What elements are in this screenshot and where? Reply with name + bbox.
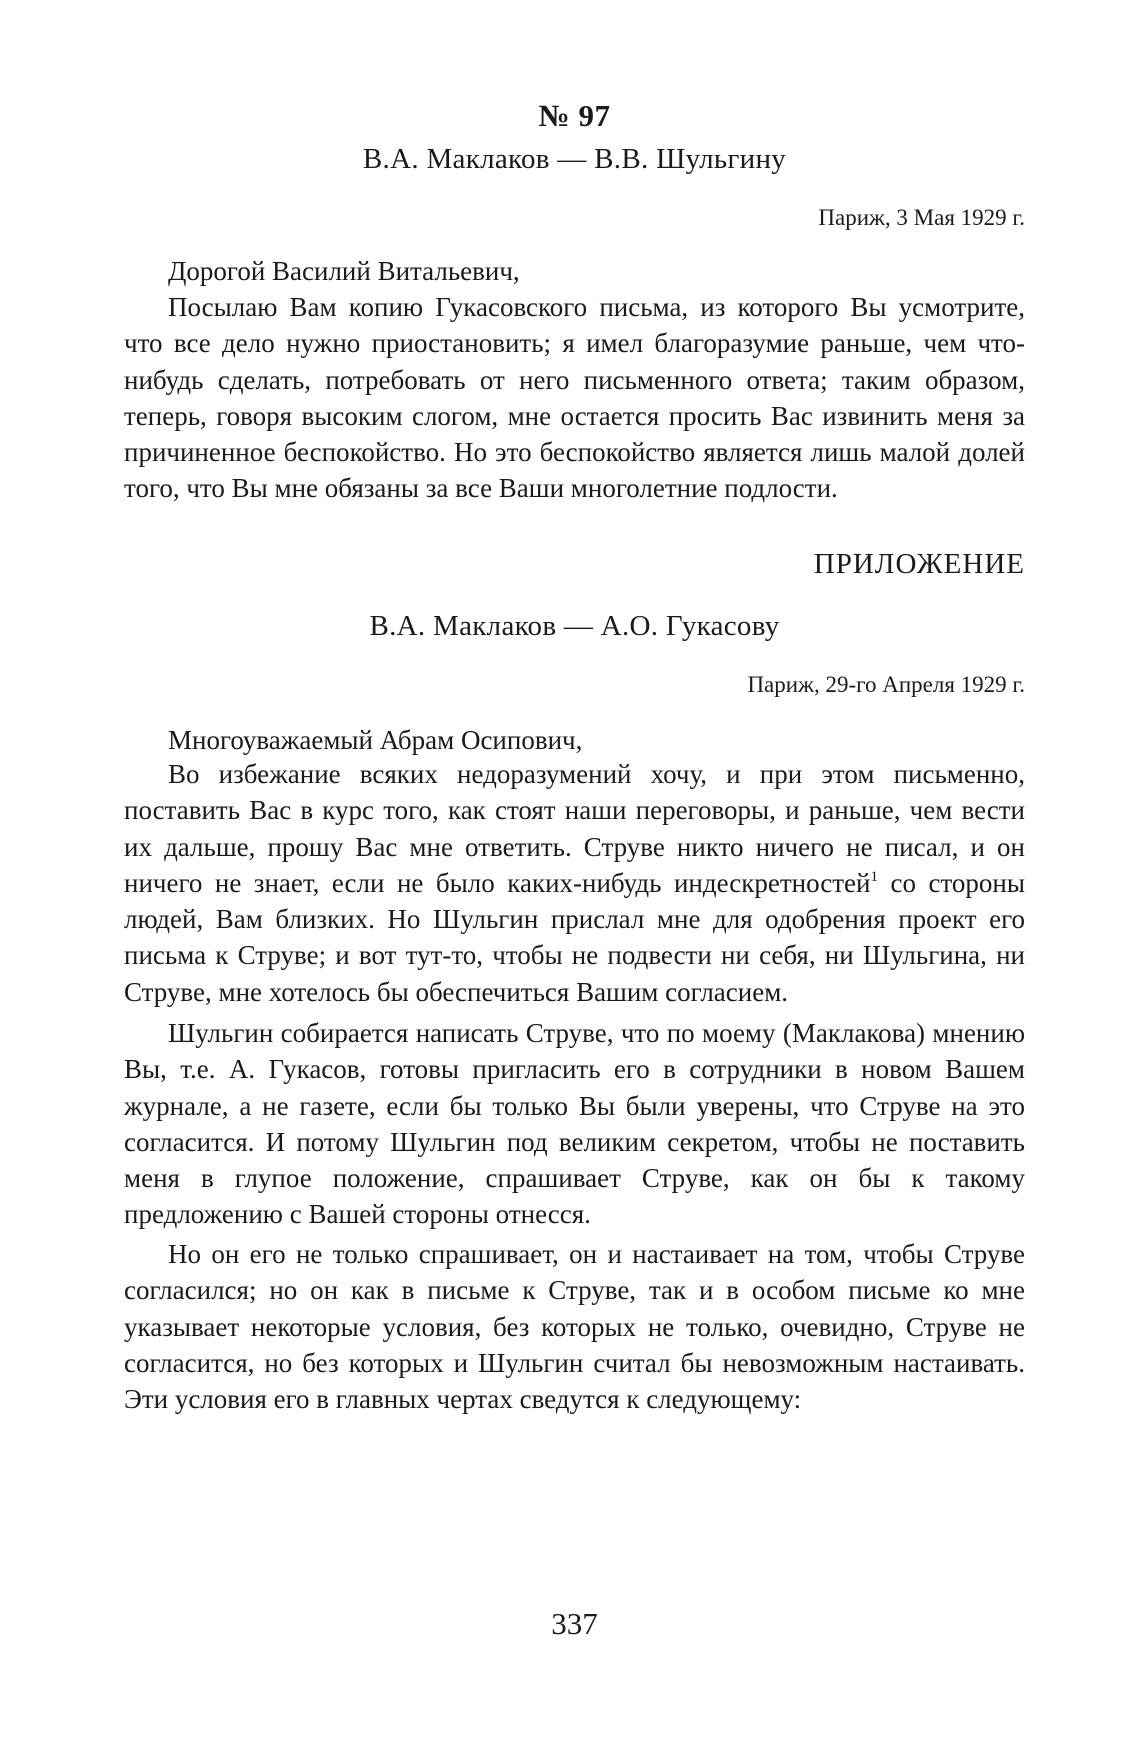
letter-salutation: Дорогой Василий Витальевич, <box>168 256 520 286</box>
letter-heading: В.А. Маклаков — В.В. Шульгину <box>362 143 787 175</box>
book-page <box>124 0 1025 1756</box>
appendix-heading: В.А. Маклаков — А.О. Гукасову <box>369 610 780 642</box>
appendix-paragraph-1 <box>124 756 1025 1010</box>
appendix-paragraph-2: Шульгин собирается написать Струве, что по моему (Маклакова) мнению Вы, т.е. А. Гукасов, готовы пригласить его в сотрудники в новом Вашем журнале, а не газете, если бы только Вы были уверены, что Струве на это согласится. И потому Шульгин под великим секретом, чтобы не поставить меня в глупое положение, спрашивает Струве, как он бы к такому предложению с Вашей стороны отнесся. <box>124 1018 1025 1230</box>
footnote-marker: 1 <box>870 868 878 885</box>
appendix-place-date: Париж, 29-го Апреля 1929 г. <box>747 672 1025 697</box>
appendix-paragraph-1-text-start: Во избежание всяких недоразумений хочу, и при этом письменно, поставить Вас в курс того, как стоят наши переговоры, и раньше, чем вести их дальше, прошу Вас мне ответить. Струве никто ничего не писал, и он ничего не знает, если не было каких-нибудь индескретностей <box>124 759 1025 898</box>
appendix-paragraph-3: Но он его не только спрашивает, он и настаивает на том, чтобы Струве согласился; но он как в письме к Струве, так и в особом письме ко мне указывает некоторые условия, без которых не только, очевидно, Струве не согласится, но без которых и Шульгин считал бы невозможным настаивать. Эти условия его в главных чертах сведутся к следующему: <box>124 1239 1025 1415</box>
appendix-label: ПРИЛОЖЕНИЕ <box>813 548 1025 580</box>
page-number: 337 <box>551 1606 598 1641</box>
letter-paragraph: Посылаю Вам копию Гукасовского письма, из которого Вы усмотрите, что все дело нужно приостановить; я имел благоразумие раньше, чем что-нибудь сделать, потребовать от него письменного ответа; таким образом, теперь, говоря высоким слогом, мне остается просить Вас извинить меня за причиненное беспокойство. Но это беспокойство является лишь малой долей того, что Вы мне обязаны за все Ваши многолетние подлости. <box>124 292 1025 504</box>
appendix-salutation: Многоуважаемый Абрам Осипович, <box>168 725 583 755</box>
document-number: № 97 <box>538 98 611 133</box>
letter-place-date: Париж, 3 Мая 1929 г. <box>818 205 1025 230</box>
appendix-paragraph-1-text-end: со стороны людей, Вам близких. Но Шульгин прислал мне для одобрения проект его письма к Струве; и вот тут-то, чтобы не подвести ни себя, ни Шульгина, ни Струве, мне хотелось бы обеспечиться Вашим согласием. <box>124 867 1025 1007</box>
